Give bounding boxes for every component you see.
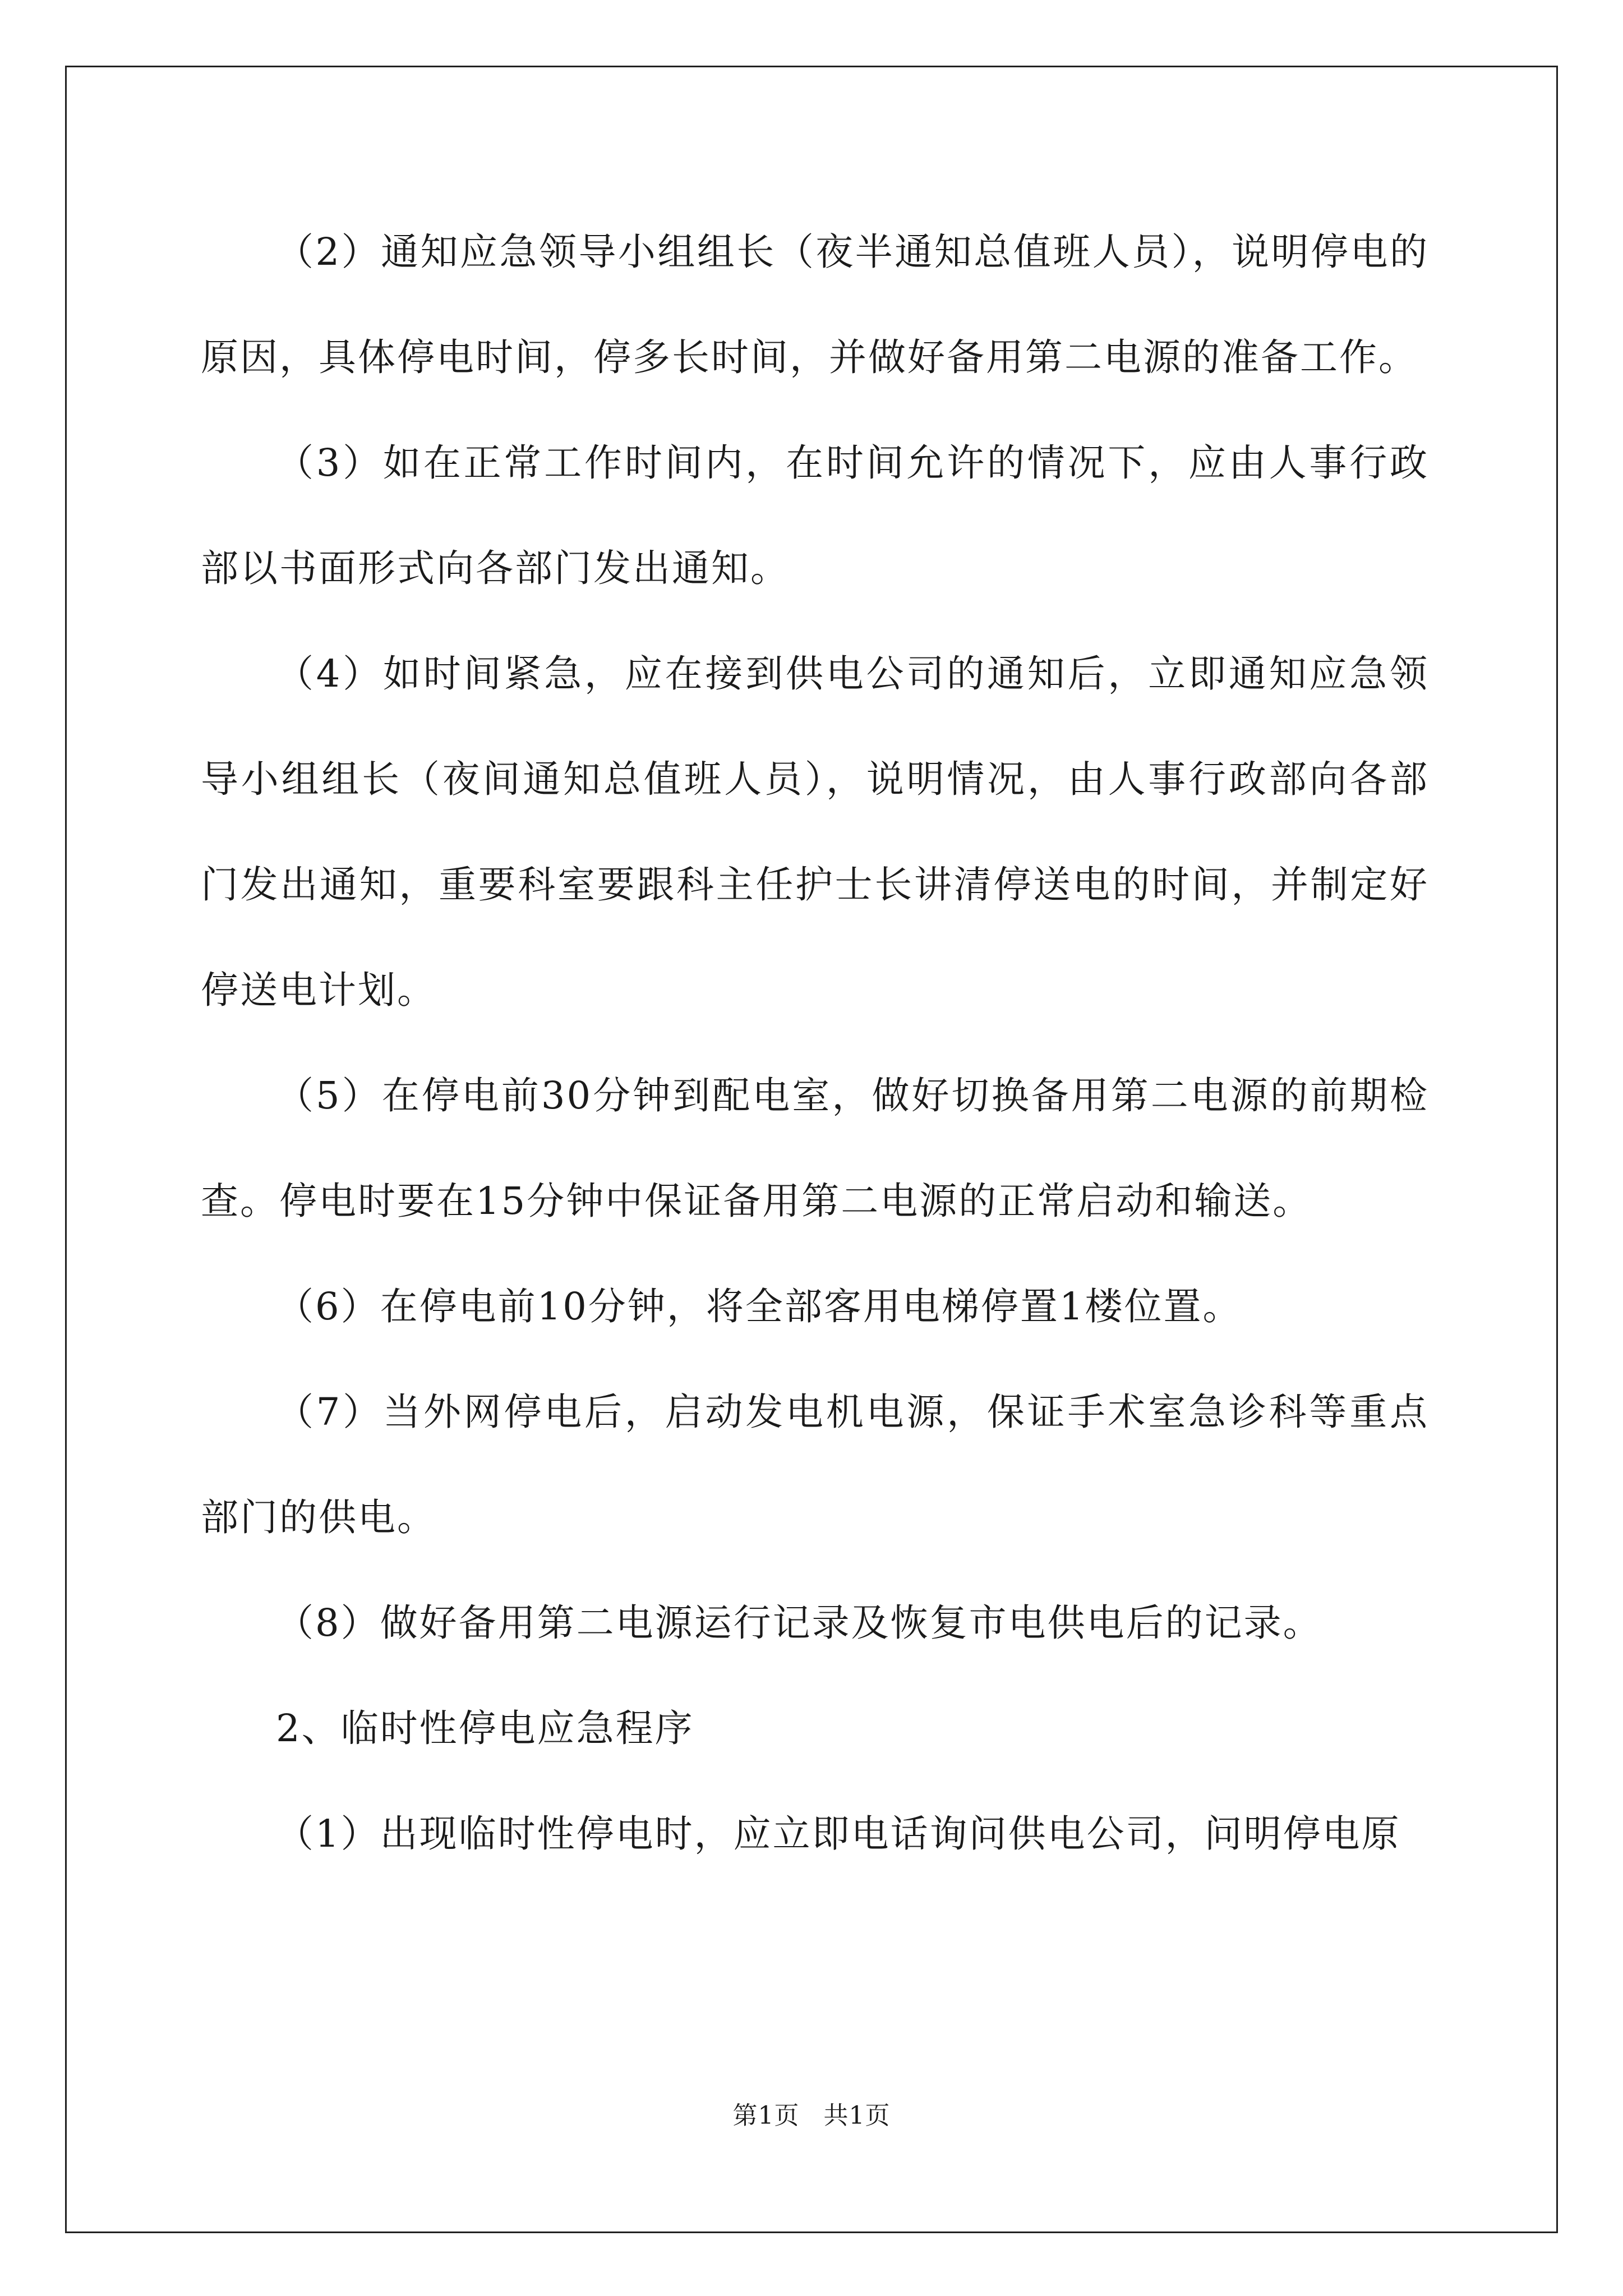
section-heading: 2、临时性停电应急程序 — [276, 1706, 694, 1750]
page-number: 第1页 — [732, 2101, 800, 2130]
paragraph: （4）如时间紧急，应在接到供电公司的通知后，立即通知应急领导小组组长（夜间通知总值班人员），说明情况，由人事行政部向各部门发出通知，重要科室要跟科主任护士长讲清停送电的时间，并制定好停送电计划。 — [201, 652, 1429, 1012]
paragraph: （6）在停电前10分钟，将全部客用电梯停置1楼位置。 — [276, 1285, 1242, 1328]
paragraph: （7）当外网停电后，启动发电机电源，保证手术室急诊科等重点部门的供电。 — [201, 1390, 1429, 1539]
paragraph: （3）如在正常工作时间内，在时间允许的情况下，应由人事行政部以书面形式向各部门发出通知。 — [201, 441, 1429, 590]
paragraph: （5）在停电前30分钟到配电室，做好切换备用第二电源的前期检查。停电时要在15分钟中保证备用第二电源的正常启动和输送。 — [201, 1074, 1429, 1223]
page-total: 共1页 — [823, 2101, 891, 2130]
paragraph: （8）做好备用第二电源运行记录及恢复市电供电后的记录。 — [276, 1601, 1322, 1645]
document-body — [201, 199, 1429, 1887]
paragraph: （1）出现临时性停电时，应立即电话询问供电公司，问明停电原 — [276, 1812, 1401, 1856]
paragraph: （2）通知应急领导小组组长（夜半通知总值班人员），说明停电的原因，具体停电时间，停多长时间，并做好备用第二电源的准备工作。 — [201, 230, 1429, 379]
page-footer — [0, 2095, 1623, 2131]
